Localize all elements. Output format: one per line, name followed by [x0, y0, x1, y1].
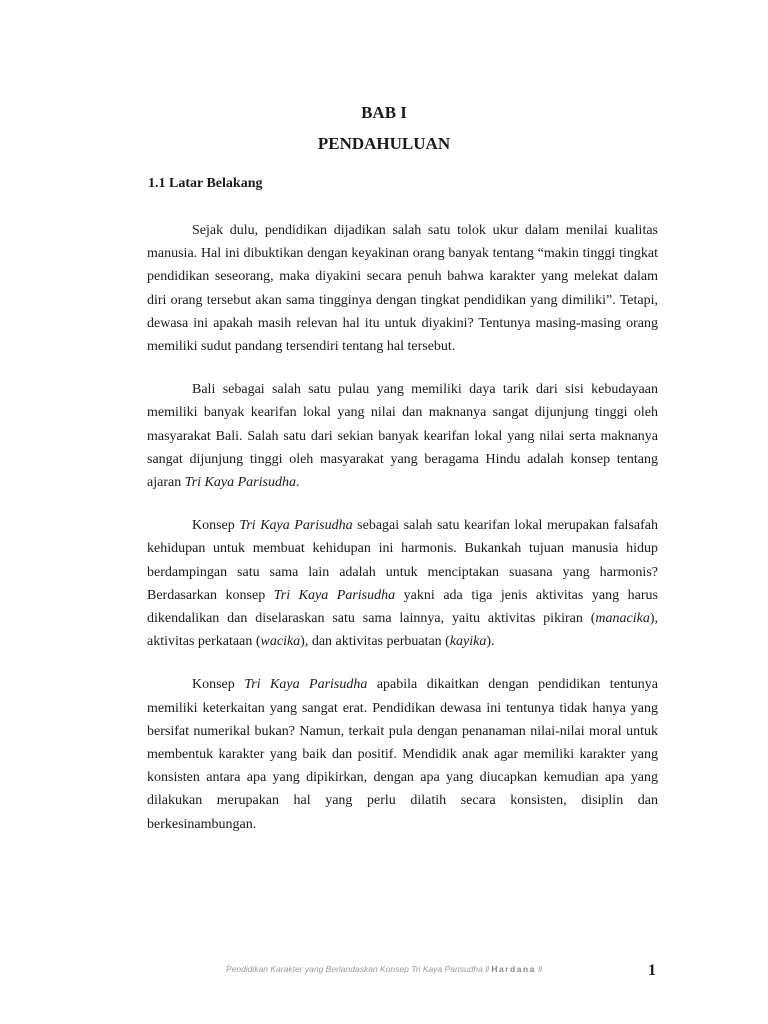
text-run: . [295, 475, 300, 491]
text-run: yakni ada tiga jenis aktivitas yang harus dikendalikan dan diselaraskan satu sama lainnya, yaitu aktivitas pikiran ( [147, 587, 658, 627]
text-run: Konsep [192, 518, 240, 534]
italic-term: manacika [595, 611, 650, 627]
body-text [147, 219, 658, 856]
footer-separator: ll [535, 964, 543, 974]
chapter-number: BAB I [361, 103, 407, 122]
page-number: 1 [648, 962, 656, 979]
footer-author: Hardana [491, 964, 536, 974]
italic-term: Tri Kaya Parisudha [244, 677, 368, 693]
paragraph-1: Sejak dulu, pendidikan dijadikan salah satu tolok ukur dalam menilai kualitas manusia. Hal ini dibuktikan dengan keyakinan orang banyak tentang “makin tinggi tingkat pendidikan seseorang, maka diyakini secara penuh bahwa karakter yang melekat dalam diri orang tersebut akan sama tingginya dengan tingkat pendidikan yang dimiliki”. Tetapi, dewasa ini apakah masih relevan hal itu untuk diyakini? Tentunya masing-masing orang memiliki sudut pandang tersendiri tentang hal tersebut. [147, 223, 658, 355]
italic-term: Tri Kaya Parisudha [184, 475, 296, 491]
italic-term: kayika [449, 634, 487, 650]
chapter-title: PENDAHULUAN [317, 134, 451, 153]
text-run: Konsep [192, 677, 245, 693]
text-run: Bali sebagai salah satu pulau yang memiliki daya tarik dari sisi kebudayaan memiliki banyak kearifan lokal yang nilai dan maknanya sangat dijunjung tinggi oleh masyarakat Bali. Salah satu dari sekian banyak kearifan lokal yang nilai serta maknanya sangat dijunjung tinggi oleh masyarakat yang beragama Hindu adalah konsep tentang ajaran [147, 382, 658, 491]
footer-title: Pendidikan Karakter yang Berlandaskan Konsep Tri Kaya Parisudha [225, 964, 483, 974]
italic-term: Tri Kaya Parisudha [273, 587, 396, 603]
paragraph-3 [147, 514, 658, 653]
text-run: apabila dikaitkan dengan pendidikan tentunya memiliki keterkaitan yang sangat erat. Pendidikan dewasa ini tentunya tidak hanya yang bersifat numerikal bukan? Namun, terkait pula dengan penanaman nilai-nilai moral untuk membentuk karakter yang baik dan positif. Mendidik anak agar memiliki karakter yang konsisten antara apa yang dipikirkan, dengan apa yang diucapkan kemudian apa yang dilakukan merupakan hal yang perlu dilatih secara konsisten, disiplin dan berkesinambungan. [147, 677, 659, 832]
text-run: ), dan aktivitas perbuatan ( [300, 634, 450, 650]
text-run: ). [486, 634, 495, 650]
italic-term: Tri Kaya Parisudha [239, 518, 353, 534]
text-run: ), aktivitas perkataan ( [147, 611, 658, 650]
text-run: sebagai salah satu kearifan lokal merupakan falsafah kehidupan untuk membuat kehidupan ini harmonis. Bukankah tujuan manusia hidup berdampingan satu sama lain adalah untuk menciptakan suasana yang harmonis? Berdasarkan konsep [147, 518, 658, 603]
paragraph-2 [147, 378, 658, 494]
footer-separator: ll [482, 964, 492, 974]
italic-term: wacika [260, 634, 301, 650]
paragraph-4 [147, 673, 658, 835]
section-heading: 1.1 Latar Belakang [148, 176, 263, 191]
